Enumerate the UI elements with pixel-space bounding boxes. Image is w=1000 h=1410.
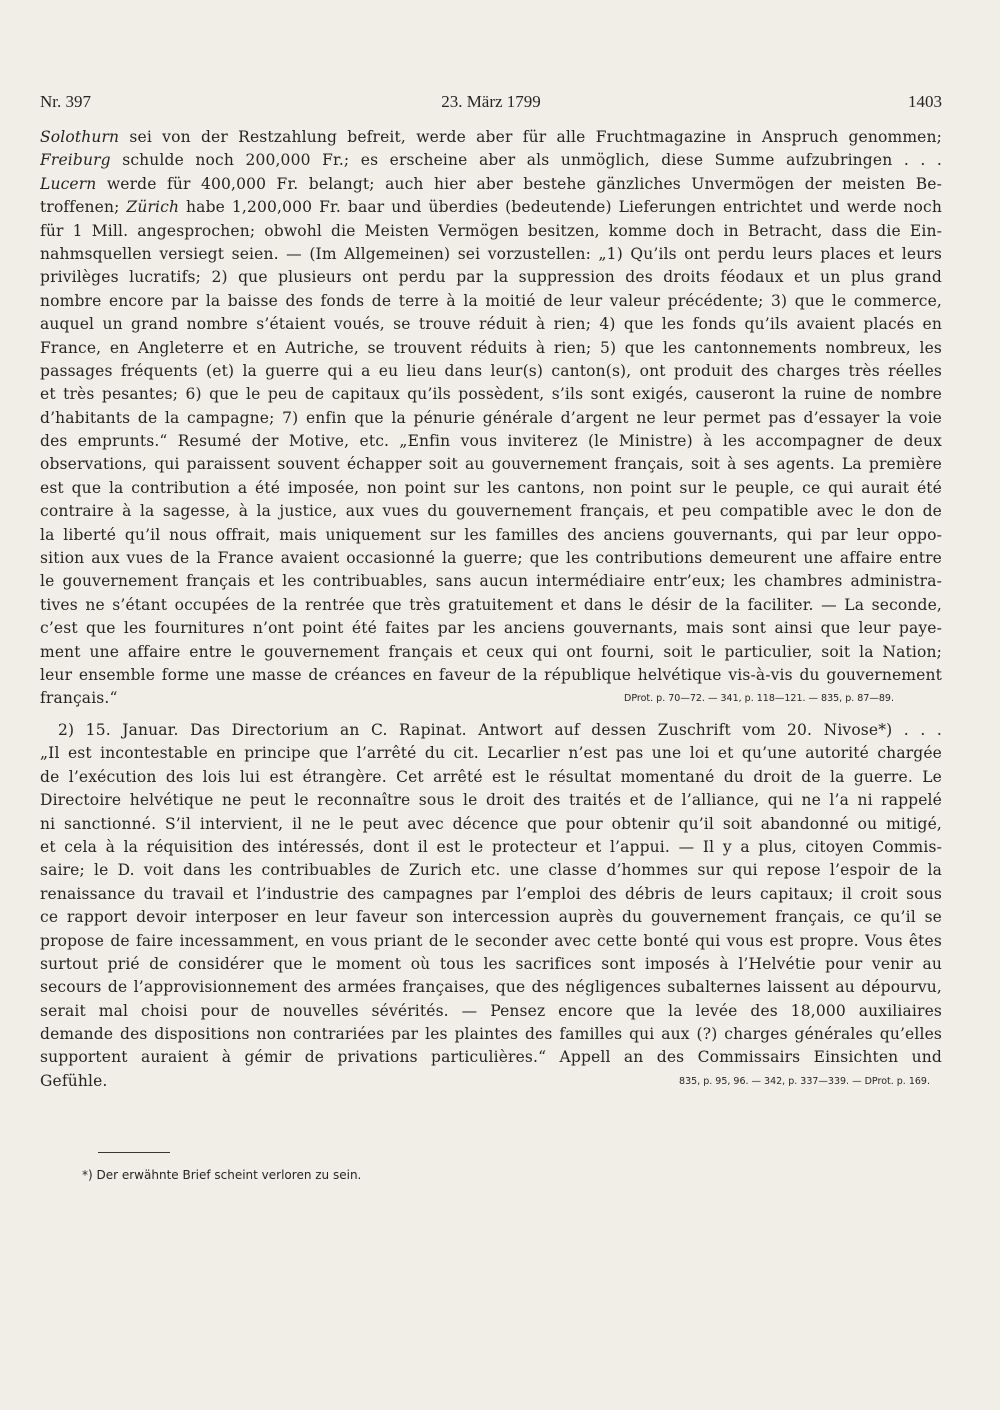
text-run: surtout prié de considérer que le moment où tous les sacrifices sont imposés à l’Helvétie pour venir au	[40, 954, 942, 973]
text-run: nombre encore par la baisse des fonds de terre à la moitié de leur valeur précédente; 3) que le commerce,	[40, 291, 942, 310]
text-line	[40, 664, 942, 687]
text-run: le gouvernement français et les contribuables, sans aucun intermédiaire entr’eux; les chambres administra-	[40, 572, 942, 591]
text-line	[40, 976, 942, 999]
text-run: d’habitants de la campagne; 7) enfin que la pénurie générale d’argent ne leur permet pas d’essayer la voie	[40, 408, 942, 427]
text-line	[40, 1023, 942, 1046]
text-line	[40, 313, 942, 336]
text-run: supportent auraient à gémir de privations particulières.“ Appell an des Commissairs Einsichten und	[40, 1048, 942, 1067]
text-run: habe 1,200,000 Fr. baar und überdies (bedeutende) Lieferungen entrichtet und werde noch	[179, 198, 942, 217]
text-line	[40, 719, 942, 742]
text-line	[40, 1070, 942, 1093]
text-run: serait mal choisi pour de nouvelles sévérités. — Pensez encore que la levée des 18,000 auxiliaires	[40, 1001, 942, 1020]
text-line	[40, 243, 942, 266]
text-run: la liberté qu’il nous offrait, mais uniquement sur les familles des anciens gouvernants, qui par leur oppo-	[40, 525, 942, 544]
text-line	[40, 641, 942, 664]
text-line	[40, 453, 942, 476]
text-run: saire; le D. voit dans les contribuables de Zurich etc. une classe d’hommes sur qui repose l’espoir de la	[40, 861, 942, 880]
place-name: Freiburg	[40, 151, 111, 170]
text-run: privilèges lucratifs; 2) que plusieurs ont perdu par la suppression des droits féodaux et un plus grand	[40, 268, 942, 287]
text-run: secours de l’approvisionnement des armées françaises, que des négligences subalternes laissent au dépourvu,	[40, 978, 942, 997]
document-date: 23. März 1799	[441, 92, 541, 111]
text-line	[40, 407, 942, 430]
text-run: sei von der Restzahlung befreit, werde aber für alle Fruchtmagazine in Anspruch genommen;	[119, 128, 942, 146]
place-name: Lucern	[40, 174, 97, 193]
text-run: für 1 Mill. angesprochen; obwohl die Meisten Vermögen besitzen, komme doch in Betracht, dass die Ein-	[40, 221, 942, 240]
text-line	[40, 220, 942, 243]
text-line	[40, 836, 942, 859]
text-run: werde für 400,000 Fr. belangt; auch hier aber bestehe gänzliches Unvermögen der meisten Be-	[96, 174, 942, 193]
text-line	[40, 430, 942, 453]
page-header	[40, 88, 942, 118]
text-line	[40, 524, 942, 547]
text-line	[40, 149, 942, 172]
text-run: ment une affaire entre le gouvernement français et ceux qui ont fourni, soit le particulier, soit la Nation;	[40, 642, 942, 661]
text-line	[40, 687, 942, 710]
text-run: est que la contribution a été imposée, non point sur les cantons, non point sur le peuple, ce qui aurait été	[40, 478, 942, 497]
text-run: 2) 15. Januar. Das Directorium an C. Rapinat. Antwort auf dessen Zuschrift vom 20. Nivose*) . . .	[58, 721, 942, 739]
text-line	[40, 547, 942, 570]
text-run: ce rapport devoir interposer en leur faveur son intercession auprès du gouvernement français, ce qu’il se	[40, 908, 942, 927]
source-reference: 835, p. 95, 96. — 342, p. 337—339. — DProt. p. 169.	[679, 1075, 930, 1087]
text-line	[40, 766, 942, 789]
text-run: demande des dispositions non contrariées par les plaintes des familles qui aux (?) charges générales qu’elles	[40, 1025, 942, 1044]
text-run: tives ne s’étant occupées de la rentrée que très gratuitement et dans le désir de la faciliter. — La seconde,	[40, 595, 942, 614]
paragraph-2	[40, 719, 942, 1093]
source-reference: DProt. p. 70—72. — 341, p. 118—121. — 835, p. 87—89.	[624, 693, 894, 705]
text-line	[40, 196, 942, 219]
text-line	[40, 570, 942, 593]
text-run: des emprunts.“ Resumé der Motive, etc. „Enfin vous inviterez (le Ministre) à les accompagner de deux	[40, 432, 942, 451]
text-line	[40, 266, 942, 289]
footnote: *) Der erwähnte Brief scheint verloren zu sein.	[82, 1168, 362, 1182]
text-line	[40, 290, 942, 313]
text-run: sition aux vues de la France avaient occasionné la guerre; que les contributions demeurent une affaire entre	[40, 549, 942, 568]
text-run: et cela à la réquisition des intéressés, dont il est le protecteur et l’appui. — Il y a plus, citoyen Commis-	[40, 837, 942, 856]
text-run: passages fréquents (et) la guerre qui a eu lieu dans leur(s) canton(s), ont produit des charges très réelles	[40, 361, 942, 380]
text-line	[40, 594, 942, 617]
text-line	[40, 906, 942, 929]
text-run: observations, qui paraissent souvent échapper soit au gouvernement français, soit à ses agents. La première	[40, 455, 942, 474]
document-number: Nr. 397	[40, 92, 91, 111]
text-line	[40, 337, 942, 360]
text-run: Directoire helvétique ne peut le reconnaître sous le droit des traités et de l’alliance, qui ne l’a ni rappelé	[40, 791, 942, 810]
page-number: 1403	[908, 92, 942, 111]
text-run: français.“	[40, 689, 118, 708]
text-run: auquel un grand nombre s’étaient voués, se trouve réduit à rien; 4) que les fonds qu’ils avaient placés en	[40, 315, 942, 334]
paragraph-1	[40, 126, 942, 711]
text-run: Gefühle.	[40, 1071, 108, 1090]
text-run: troffenen;	[40, 198, 127, 217]
text-line	[40, 500, 942, 523]
text-run: schulde noch 200,000 Fr.; es erscheine aber als unmöglich, diese Summe aufzubringen . . .	[110, 151, 942, 170]
text-line	[40, 477, 942, 500]
text-run: nahmsquellen versiegt seien. — (Im Allgemeinen) sei vorzustellen: „1) Qu’ils ont perdu leurs places et leurs	[40, 244, 942, 263]
text-run: de l’exécution des lois lui est étrangère. Cet arrêté est le résultat momentané du droit de la guerre. Le	[40, 767, 942, 786]
text-line	[40, 617, 942, 640]
text-line	[40, 742, 942, 765]
place-name: Solothurn	[40, 128, 120, 146]
text-run: „Il est incontestable en principe que l’arrêté du cit. Lecarlier n’est pas une loi et qu’une autorité chargée	[40, 744, 942, 763]
text-line	[40, 813, 942, 836]
text-line	[40, 383, 942, 406]
text-line	[40, 1046, 942, 1069]
text-line	[40, 173, 942, 196]
text-run: ni sanctionné. S’il intervient, il ne le peut avec décence que pour obtenir qu’il soit abandonné ou mitigé,	[40, 814, 942, 833]
text-run: renaissance du travail et l’industrie des campagnes par l’emploi des débris de leurs capitaux; il croit sous	[40, 884, 942, 903]
text-line	[40, 1000, 942, 1023]
place-name: Zürich	[126, 198, 180, 217]
text-line	[40, 930, 942, 953]
footnote-rule	[98, 1152, 170, 1153]
text-run: contraire à la sagesse, à la justice, aux vues du gouvernement français, et peu compatible avec le don de	[40, 502, 942, 521]
text-run: et très pesantes; 6) que le peu de capitaux qu’ils possèdent, s’ils sont exigés, causeront la ruine de nombre	[40, 385, 942, 404]
text-line	[40, 126, 942, 149]
text-run: c’est que les fournitures n’ont point été faites par les anciens gouvernants, mais sont ainsi que leur paye-	[40, 619, 942, 638]
text-line	[40, 953, 942, 976]
text-line	[40, 789, 942, 812]
text-line	[40, 360, 942, 383]
text-run: propose de faire incessamment, en vous priant de le seconder avec cette bonté qui vous est propre. Vous êtes	[40, 931, 942, 950]
text-run: leur ensemble forme une masse de créances en faveur de la république helvétique vis-à-vis du gouvernement	[40, 665, 942, 684]
text-run: France, en Angleterre et en Autriche, se trouvent réduits à rien; 5) que les cantonnements nombreux, les	[40, 338, 942, 357]
text-line	[40, 859, 942, 882]
text-line	[40, 883, 942, 906]
